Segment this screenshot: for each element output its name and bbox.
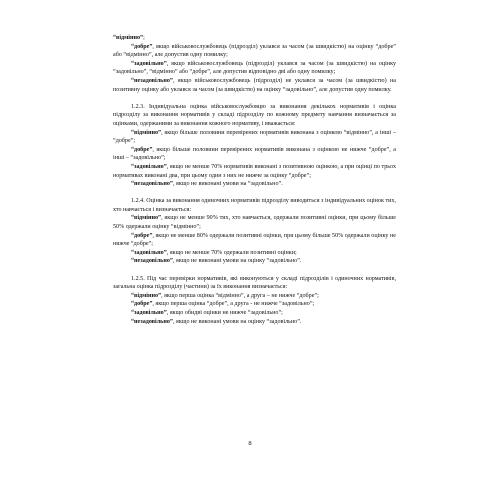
paragraph — [113, 214, 396, 231]
grade-term: “добре” — [131, 232, 153, 239]
paragraph-text: , якщо більше половини перевірених нормативів виконана з оцінкою не нижче “добре”, а інші – “задовільно”; — [113, 146, 396, 162]
grade-term: “незадовільно” — [131, 77, 173, 84]
paragraph — [113, 257, 396, 266]
grade-term: “добре” — [131, 43, 153, 50]
paragraph-text: , якщо військовослужбовець (підрозділ) уклався за часом (за швидкістю) на оцінку “добре” або “відмінно”, але допустив одну помилку; — [113, 43, 396, 59]
page-body — [113, 34, 396, 326]
paragraph-text: , якщо не менше 70% нормативів виконані з позитивною оцінкою, а при оцінці по трьох нормативах виконані два, при цьому один з них не нижче за оцінку “добре”; — [113, 163, 396, 179]
paragraph — [113, 232, 396, 249]
paragraph-text: , якщо не менше 80% одержали позитивні оцінки, при цьому більше 50% одержали оцінку не нижче “добре”; — [113, 232, 396, 248]
paragraph-text: , якщо військовослужбовець (підрозділ) не уклався за часом (за швидкістю) на позитивну оцінку або уклався за часом (за швидкістю) на оцінку “задовільно”, але допустив одну помилку. — [113, 77, 396, 93]
paragraph — [113, 34, 396, 43]
paragraph — [113, 275, 396, 292]
paragraph-text: , якщо не виконані умови на оцінку “задовільно”. — [172, 258, 302, 265]
paragraph-text: , якщо не менше 70% одержали позитивні оцінки; — [166, 249, 297, 256]
grade-term: “відмінно” — [131, 129, 162, 136]
grade-term: “добре” — [131, 146, 153, 153]
grade-term: “задовільно” — [131, 60, 167, 67]
paragraph-text: ; — [143, 35, 145, 41]
paragraph — [113, 60, 396, 77]
paragraph — [113, 146, 396, 163]
paragraph-text: , якщо військовослужбовець (підрозділ) уклався за часом (за швидкістю) на оцінку “задовільно”, “відмінно” або “добре”, але допустив відповідно дві або одну помилку; — [113, 60, 396, 76]
paragraph — [113, 249, 396, 258]
grade-term: “задовільно” — [131, 163, 167, 170]
grade-term: “відмінно” — [131, 215, 162, 222]
paragraph-text: , якщо не менше 90% тих, хто навчається, одержали позитивні оцінки, при цьому більше 50% одержали оцінку “відмінно”; — [113, 215, 396, 231]
paragraph — [113, 43, 396, 60]
paragraph — [113, 103, 396, 129]
grade-term: “відмінно” — [131, 292, 162, 299]
paragraph-text: 1.2.5. Під час перевірки нормативів, які виконуються у складі підрозділів і одиночних нормативів, загальна оцінка підрозділу (частини) за їх виконання визначається: — [113, 275, 396, 291]
grade-term: “задовільно” — [131, 249, 167, 256]
paragraph-text: , якщо не виконані умови на оцінку “задовільно”. — [172, 318, 302, 325]
paragraph-text: , якщо не виконані умови на “задовільно”. — [172, 181, 283, 188]
grade-term: “незадовільно” — [131, 258, 173, 265]
grade-term: “відмінно” — [113, 35, 144, 41]
paragraph-text: , якщо перша оцінка “добре”, а друга - не нижче “задовільно”; — [152, 301, 315, 308]
paragraph — [113, 309, 396, 318]
paragraph — [113, 300, 396, 309]
grade-term: “незадовільно” — [131, 318, 173, 325]
paragraph — [113, 292, 396, 301]
paragraph-text: , якщо обидві оцінки не нижче “задовільно”; — [166, 310, 283, 316]
paragraph — [113, 129, 396, 146]
paragraph-text: 1.2.3. Індивідуальна оцінка військовослужбовцю за виконання декількох нормативів і оцінка підрозділу за виконання нормативів у складі підрозділу по кожному предмету навчання визначається за оцінками, одержаними за виконання кожного нормативу, і вважається: — [113, 103, 396, 127]
paragraph-text: 1.2.4. Оцінка за виконання одиночних нормативів підрозділу виводиться з індивідуальних оцінок тих, хто навчається і визначається: — [113, 198, 396, 213]
paragraph — [113, 180, 396, 189]
grade-term: “незадовільно” — [131, 181, 173, 188]
paragraph — [113, 163, 396, 180]
grade-term: “задовільно” — [131, 310, 167, 316]
paragraph — [113, 318, 396, 327]
paragraph-text: , якщо перша оцінка “відмінно”, а друга – не нижче “добре”; — [161, 292, 319, 299]
paragraph — [113, 197, 396, 214]
paragraph-text: , якщо більше половини перевірених нормативів виконана з оцінкою “відмінно”, а інші – “добре”; — [113, 129, 396, 145]
page-number: 8 — [248, 440, 252, 447]
paragraph — [113, 77, 396, 94]
grade-term: “добре” — [131, 301, 153, 308]
